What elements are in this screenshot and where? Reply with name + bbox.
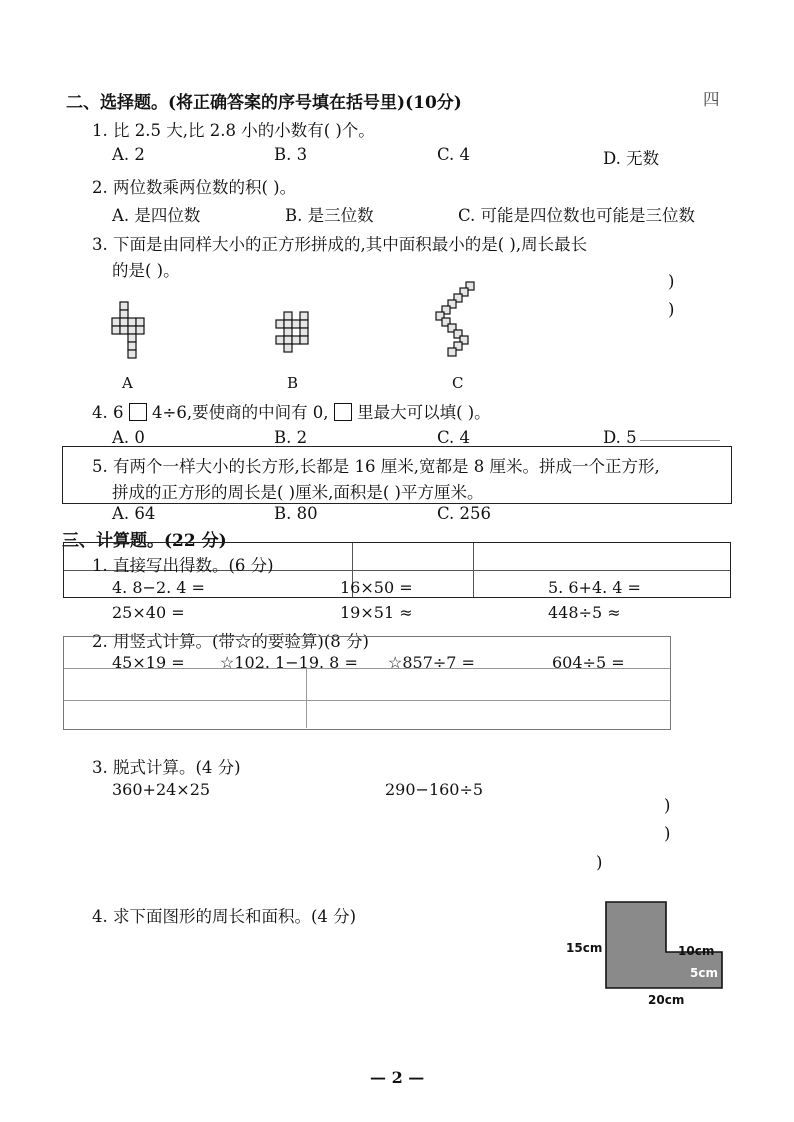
q5-line1: 5. 有两个一样大小的长方形,长都是 16 厘米,宽都是 8 厘米。拼成一个正方形, [92,457,660,476]
figure-c-label: C [452,374,464,392]
section2-title: 二、选择题。(将正确答案的序号填在括号里)(10分) [66,93,462,113]
q4-suffix: 里最大可以填( )。 [357,403,491,422]
q1-option-a: A. 2 [112,145,145,164]
margin-mark: 四 [703,90,720,109]
q2-option-c: C. 可能是四位数也可能是三位数 [458,206,696,225]
calc-item: 290−160÷5 [385,780,484,799]
dim-inner: 10cm [678,944,715,958]
figure-b [268,310,316,358]
figure-c [432,280,482,364]
calc-item: 16×50 = [340,578,413,597]
q1-option-b: B. 3 [274,145,308,164]
calc-item: 25×40 = [112,603,185,622]
q2-text: 2. 两位数乘两位数的积( )。 [92,178,297,197]
right-paren-mark: ) [664,796,671,815]
calc-item: 19×51 ≈ [340,603,413,622]
q5-option-b: B. 80 [274,504,318,523]
right-paren-mark: ) [596,853,603,872]
divider [306,668,307,728]
q4-prefix: 4. 6 [92,403,124,422]
part3-title: 3. 脱式计算。(4 分) [92,758,241,777]
q2-option-a: A. 是四位数 [112,206,201,225]
calc-item: 604÷5 = [552,653,625,672]
q4-option-a: A. 0 [112,428,145,447]
blank-square [334,403,352,421]
calc-item: 4. 8−2. 4 = [112,578,205,597]
q4-text [92,399,491,423]
figure-a-label: A [122,374,133,392]
figure-a [104,300,152,362]
q5-option-a: A. 64 [112,504,156,523]
dim-bottom: 20cm [648,993,685,1007]
section3-title: 三、计算题。(22 分) [62,531,227,551]
q5-option-c: C. 256 [437,504,492,523]
calc-item: 45×19 = [112,653,185,672]
calc-item: 360+24×25 [112,780,211,799]
calc-item: ☆857÷7 = [388,653,475,672]
calc-item: ☆102. 1−19. 8 = [220,653,358,672]
q4-option-b: B. 2 [274,428,308,447]
q3-line1: 3. 下面是由同样大小的正方形拼成的,其中面积最小的是( ),周长最长 [92,235,588,254]
page-number: — 2 — [370,1068,425,1087]
part4-title: 4. 求下面图形的周长和面积。(4 分) [92,907,357,926]
q5-line2: 拼成的正方形的周长是( )厘米,面积是( )平方厘米。 [112,483,484,502]
q1-text: 1. 比 2.5 大,比 2.8 小的小数有( )个。 [92,121,375,140]
q1-option-d: D. 无数 [603,149,660,168]
blank-square [129,403,147,421]
divider [64,700,670,701]
dim-left: 15cm [566,941,603,955]
part1-title: 1. 直接写出得数。(6 分) [92,556,274,575]
calc-item: 5. 6+4. 4 = [548,578,641,597]
q4-option-c: C. 4 [437,428,471,447]
figure-b-label: B [287,374,299,392]
q4-middle: 4÷6,要使商的中间有 0, [152,403,329,422]
right-paren-mark: ) [668,272,675,291]
right-paren-mark: ) [664,824,671,843]
q3-line2: 的是( )。 [112,261,180,280]
divider [640,440,720,441]
q1-option-c: C. 4 [437,145,471,164]
right-paren-mark: ) [668,300,675,319]
calc-item: 448÷5 ≈ [548,603,621,622]
q2-option-b: B. 是三位数 [285,206,374,225]
q4-option-d: D. 5 [603,428,637,447]
part2-title: 2. 用竖式计算。(带☆的要验算)(8 分) [92,632,369,651]
calc-table-2 [63,636,671,730]
dim-step: 5cm [690,966,718,980]
